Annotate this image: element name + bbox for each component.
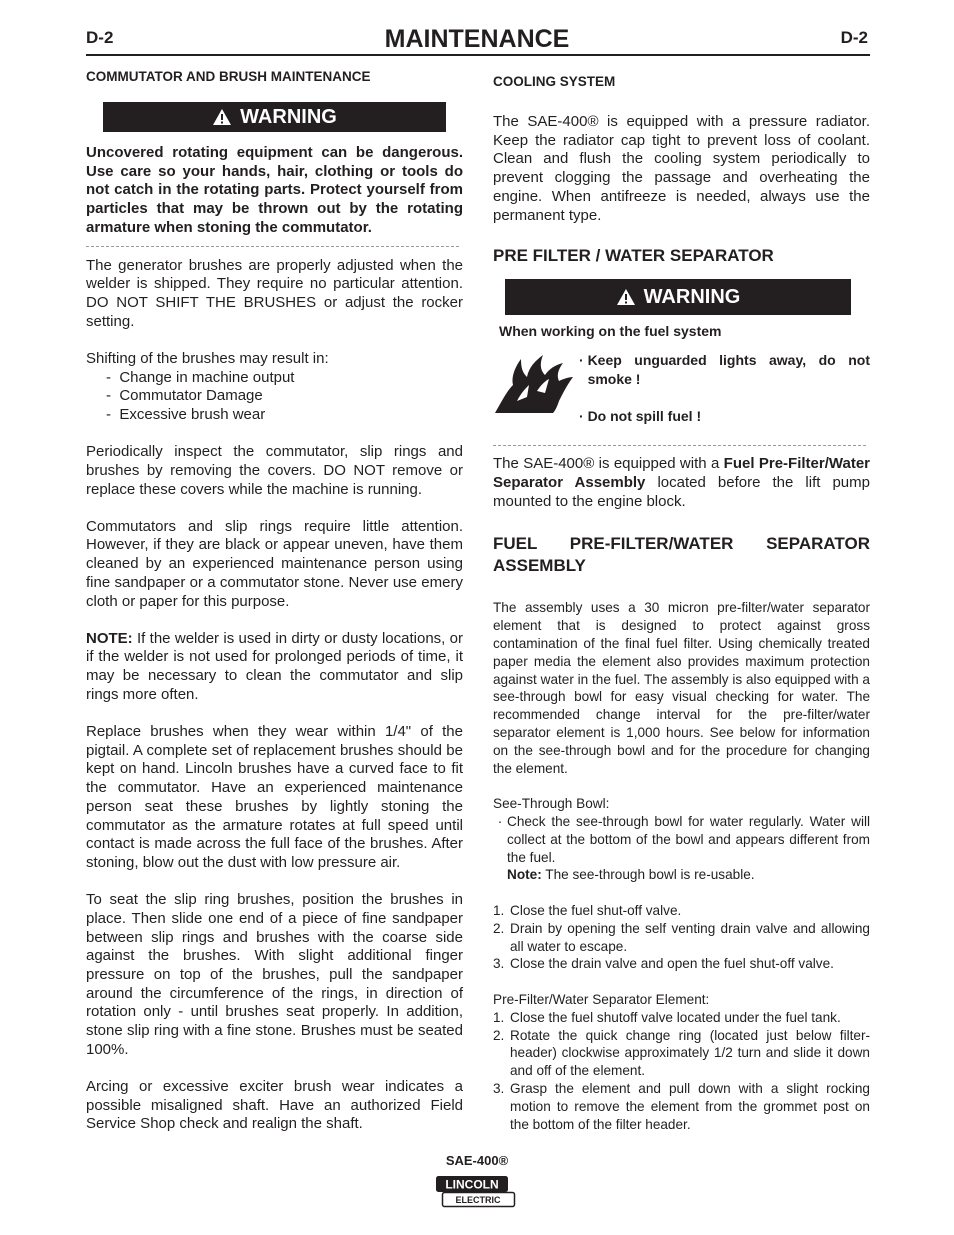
warning-banner (103, 102, 446, 132)
list-item: - Change in machine output (106, 368, 295, 386)
page-title: MAINTENANCE (384, 25, 570, 53)
warning-label: WARNING (240, 105, 337, 128)
warning-text: Uncovered rotating equipment can be dangerous. Use care so your hands, hair, clothing or tools do not catch in the rotating parts. Protect yourself from particles that may be thrown out by the rotating armature when stoning the commutator. (86, 144, 463, 236)
warning-triangle-icon (616, 288, 636, 306)
paragraph-commutators: Commutators and slip rings require little attention. However, if they are black or appear uneven, have them cleaned by an experienced maintenance person using fine sandpaper or a commutator stone. Never use emery cloth or paper for this purpose. (86, 517, 463, 610)
bowl-step: 3. Close the drain valve and open the fuel shut-off valve. (493, 956, 834, 972)
paragraph-shifting-intro: Shifting of the brushes may result in: (86, 349, 329, 367)
note-label: NOTE: (86, 629, 133, 647)
footer-model: SAE-400® (445, 1153, 509, 1168)
page-number-right: D-2 (840, 28, 868, 47)
paragraph-cooling: The SAE-400® is equipped with a pressure radiator. Keep the radiator cap tight to prevent loss of coolant. Clean and flush the cooling system periodically to prevent clogging the passage and overheating the engine. When antifreeze is needed, always use the permanent type. (493, 113, 870, 224)
fuel-warning-block (493, 351, 870, 425)
svg-text:LINCOLN: LINCOLN (445, 1177, 499, 1192)
warning-triangle-icon (212, 108, 232, 126)
list-item: - Excessive brush wear (106, 405, 266, 423)
paragraph-note: NOTE: If the welder is used in dirty or dusty locations, or if the welder is not used for prolonged periods of time, it may be necessary to clean the commutator and slip rings more often. (86, 629, 463, 703)
svg-text:ELECTRIC: ELECTRIC (455, 1195, 501, 1205)
paragraph-seat-brushes: To seat the slip ring brushes, position the brushes in place. Then slide one end of a piece of fine sandpaper between slip rings and brushes with the coarse side against the brushes. With slight additional finger pressure on top of the brushes, pull the sandpaper around the circumference of the rings, in direction of rotation only - until brushes seat properly. In addition, stone slip ring with a fine stone. Brushes must be seated 100%. (86, 891, 463, 1058)
element-heading: Pre-Filter/Water Separator Element: (493, 991, 710, 1007)
paragraph-brush-adjust: The generator brushes are properly adjusted when the welder is shipped. They require no particular attention. DO NOT SHIFT THE BRUSHES or adjust the rocker setting. (86, 256, 463, 330)
element-step: 1. Close the fuel shutoff valve located under the fuel tank. (493, 1009, 841, 1025)
warning-label: WARNING (643, 285, 741, 308)
page-number-left: D-2 (86, 28, 114, 47)
element-step: 3. Grasp the element and pull down with a slight rocking motion to remove the element from the grommet post on the bottom of the filter header. (493, 1080, 870, 1132)
paragraph-assembly: The assembly uses a 30 micron pre-filter/water separator element that is designed to protect against gross contamination of the final fuel filter. Using chemically treated paper media the element also provides maximum protection against water in the fuel. The assembly is also equipped with a see-through bowl for easy visual checking for water. The recommended change interval for the pre-filter/water separator element is 1,000 hours. See below for information on the see-through bowl and for the procedure for changing the element. (493, 600, 870, 776)
left-column (86, 69, 463, 1134)
header-rule (86, 54, 870, 56)
section-heading-prefilter: PRE FILTER / WATER SEPARATOR (493, 246, 774, 266)
right-column (493, 74, 870, 1133)
bowl-step: 2. Drain by opening the self venting drain valve and allowing all water to escape. (493, 920, 870, 954)
element-step: 2. Rotate the quick change ring (located just below filter-header) clockwise approximately 1/2 turn and slide it down and off of the element. (493, 1027, 870, 1079)
bowl-heading: See-Through Bowl: (493, 796, 610, 812)
warning-banner-fuel (505, 279, 851, 315)
fuel-warning-intro: When working on the fuel system (499, 323, 722, 340)
lincoln-electric-logo (436, 1176, 516, 1209)
bowl-step: 1. Close the fuel shut-off valve. (493, 902, 682, 918)
section-heading-commutator: COMMUTATOR AND BRUSH MAINTENANCE (86, 69, 371, 84)
fire-icon (493, 351, 579, 425)
fuel-warning-item: · Keep unguarded lights away, do not smoke ! (579, 352, 870, 387)
bowl-bullet: · Check the see-through bowl for water regularly. Water will collect at the bottom of the bowl and appears different from the fuel. (497, 814, 870, 865)
fuel-warning-item: · Do not spill fuel ! (579, 407, 702, 424)
section-heading-cooling: COOLING SYSTEM (493, 74, 616, 89)
paragraph-replace-brushes: Replace brushes when they wear within 1/4" of the pigtail. A complete set of replacement brushes should be kept on hand. Lincoln brushes have a curved face to fit the commutator. Have an experienced maintenance person seat these brushes by lightly stoning the commutator as the armature rotates at full speed until contact is made across the full face of the brushes. After stoning, blow out the dust with low pressure air. (86, 723, 463, 871)
paragraph-inspect: Periodically inspect the commutator, slip rings and brushes by removing the covers. DO NOT remove or replace these covers while the machine is running. (86, 443, 463, 498)
bowl-note: Note: The see-through bowl is re-usable. (507, 867, 755, 883)
list-item: - Commutator Damage (106, 387, 263, 405)
paragraph-equipped: The SAE-400® is equipped with a Fuel Pre-Filter/Water Separator Assembly located before the lift pump mounted to the engine block. (493, 455, 871, 510)
section-heading-assembly: FUEL PRE-FILTER/WATER SEPARATOR ASSEMBLY (493, 534, 870, 576)
paragraph-arcing: Arcing or excessive exciter brush wear indicates a possible misaligned shaft. Have an authorized Field Service Shop check and realign the shaft. (86, 1078, 463, 1133)
